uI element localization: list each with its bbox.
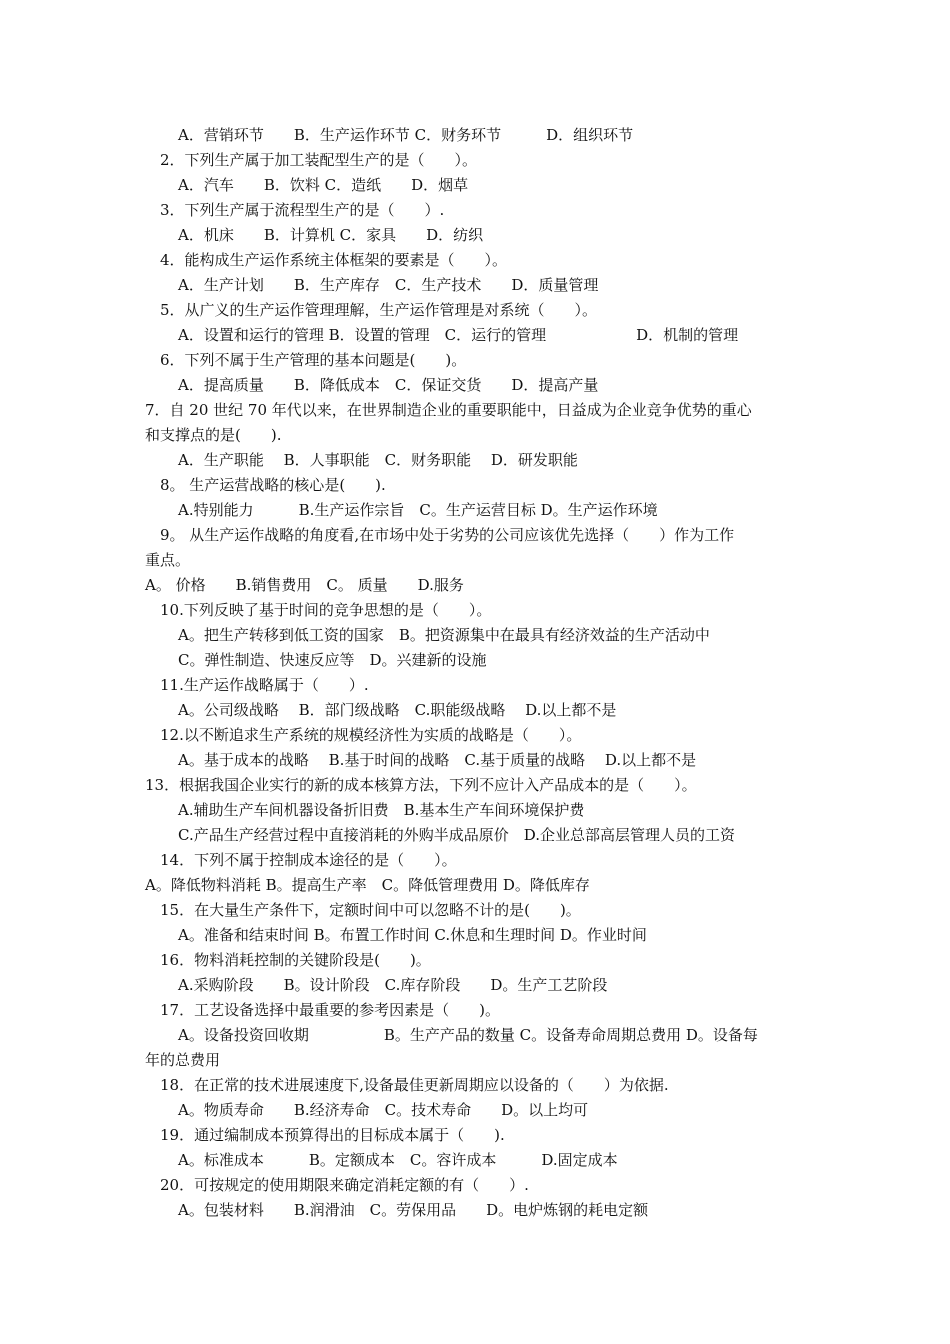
q2-question: 2．下列生产属于加工装配型生产的是（ ）。	[160, 151, 478, 169]
q15-question: 15．在大量生产条件下，定额时间中可以忽略不计的是( )。	[160, 901, 581, 919]
q6-options: A．提高质量 B．降低成本 C．保证交货 D．提高产量	[178, 376, 599, 394]
q10-options-cd: C。弹性制造、快速反应等 D。兴建新的设施	[178, 651, 487, 669]
q18-question: 18．在正常的技术进展速度下,设备最佳更新周期应以设备的（ ）为依据.	[160, 1076, 669, 1094]
q9-options: A。 价格 B.销售费用 C。 质量 D.服务	[145, 576, 464, 594]
q17-question: 17．工艺设备选择中最重要的参考因素是（ )。	[160, 1001, 500, 1019]
q6-question: 6．下列不属于生产管理的基本问题是( )。	[160, 351, 467, 369]
q14-question: 14．下列不属于控制成本途径的是（ ）。	[160, 851, 457, 869]
q3-question: 3．下列生产属于流程型生产的是（ ）.	[160, 201, 445, 219]
q2-options: A．汽车 B．饮料 C．造纸 D．烟草	[178, 176, 469, 194]
q7-question: 7．自 20 世纪 70 年代以来，在世界制造企业的重要职能中，日益成为企业竞争优势的重心	[145, 401, 752, 419]
q17-options: A。设备投资回收期 B。生产产品的数量 C。设备寿命周期总费用 D。设备每	[178, 1026, 758, 1044]
q11-options: A。公司级战略 B．部门级战略 C.职能级战略 D.以上都不是	[178, 701, 617, 719]
q12-options: A。基于成本的战略 B.基于时间的战略 C.基于质量的战略 D.以上都不是	[178, 751, 697, 769]
q5-question: 5．从广义的生产运作管理理解，生产运作管理是对系统（ ）。	[160, 301, 598, 319]
q3-options: A．机床 B．计算机 C．家具 D．纺织	[178, 226, 484, 244]
q9-question-cont: 重点。	[145, 551, 191, 569]
q13-question: 13．根据我国企业实行的新的成本核算方法，下列不应计入产品成本的是（ ）。	[145, 776, 697, 794]
q9-question: 9。 从生产运作战略的角度看,在市场中处于劣势的公司应该优先选择（ ）作为工作	[160, 526, 735, 544]
q4-options: A．生产计划 B．生产库存 C．生产技术 D．质量管理	[178, 276, 599, 294]
q10-question: 10.下列反映了基于时间的竞争思想的是（ ）。	[160, 601, 492, 619]
q18-options: A。物质寿命 B.经济寿命 C。技术寿命 D。以上均可	[178, 1101, 589, 1119]
q16-question: 16．物料消耗控制的关键阶段是( )。	[160, 951, 431, 969]
q4-question: 4．能构成生产运作系统主体框架的要素是（ ）。	[160, 251, 508, 269]
q19-options: A。标准成本 B。定额成本 C。容许成本 D.固定成本	[178, 1151, 618, 1169]
q1-options: A．营销环节 B．生产运作环节 C．财务环节 D．组织环节	[178, 126, 634, 144]
q19-question: 19．通过编制成本预算得出的目标成本属于（ ).	[160, 1126, 505, 1144]
q16-options: A.采购阶段 B。设计阶段 C.库存阶段 D。生产工艺阶段	[178, 976, 608, 994]
q13-options-ab: A.辅助生产车间机器设备折旧费 B.基本生产车间环境保护费	[178, 801, 585, 819]
q20-options: A。包装材料 B.润滑油 C。劳保用品 D。电炉炼钢的耗电定额	[178, 1201, 649, 1219]
q10-options-ab: A。把生产转移到低工资的国家 B。把资源集中在最具有经济效益的生产活动中	[178, 626, 710, 644]
q5-options: A．设置和运行的管理 B．设置的管理 C．运行的管理 D．机制的管理	[178, 326, 739, 344]
q7-options: A．生产职能 B．人事职能 C．财务职能 D．研发职能	[178, 451, 578, 469]
q8-question: 8。 生产运营战略的核心是( ).	[160, 476, 386, 494]
q20-question: 20．可按规定的使用期限来确定消耗定额的有（ ）.	[160, 1176, 529, 1194]
q12-question: 12.以不断追求生产系统的规模经济性为实质的战略是（ ）。	[160, 726, 582, 744]
q17-options-cont: 年的总费用	[145, 1051, 221, 1069]
q11-question: 11.生产运作战略属于（ ）.	[160, 676, 369, 694]
q13-options-cd: C.产品生产经营过程中直接消耗的外购半成品原价 D.企业总部高层管理人员的工资	[178, 826, 735, 844]
q8-options: A.特别能力 B.生产运作宗旨 C。生产运营目标 D。生产运作环境	[178, 501, 658, 519]
q14-options: A。降低物料消耗 B。提高生产率 C。降低管理费用 D。降低库存	[145, 876, 590, 894]
q15-options: A。准备和结束时间 B。布置工作时间 C.休息和生理时间 D。作业时间	[178, 926, 647, 944]
q7-question-cont: 和支撑点的是( ).	[145, 426, 282, 444]
